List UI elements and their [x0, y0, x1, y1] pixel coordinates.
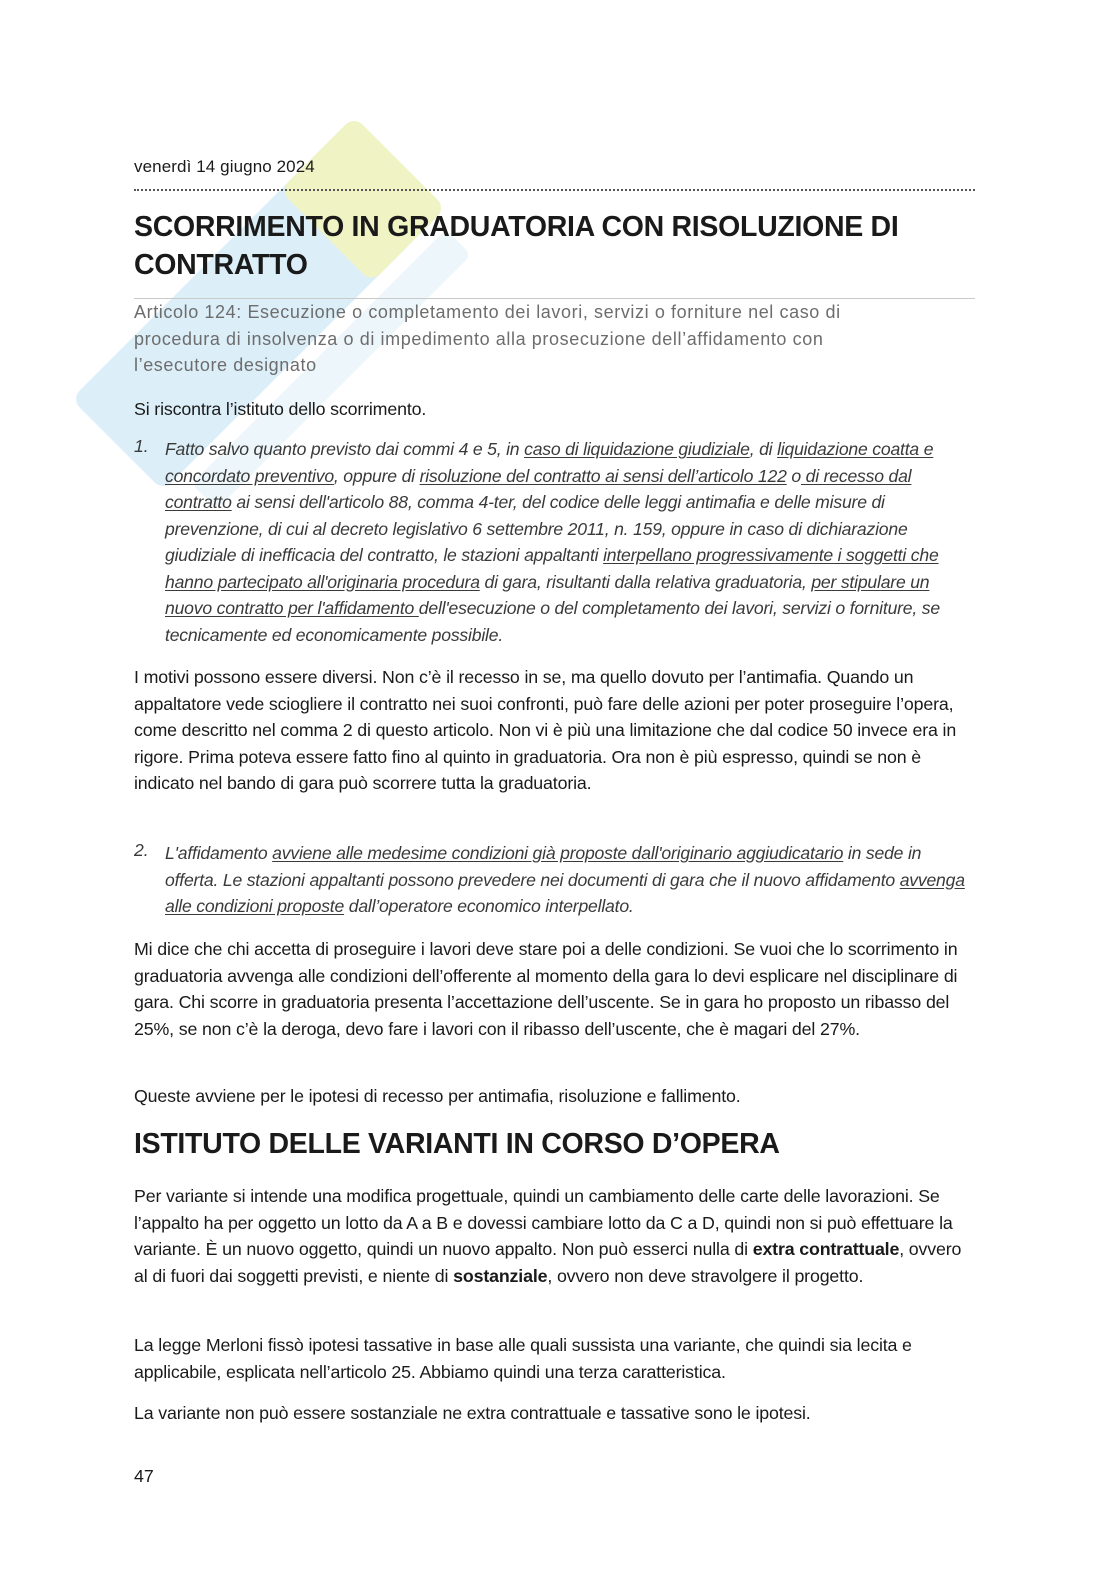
list-item-text: L'affidamento avviene alle medesime condizioni già proposte dall'originario aggiudicatario in sede in offerta. Le stazioni appaltanti possono prevedere nei documenti di gara che il nuovo affidamento avvenga alle condizioni proposte dall’operatore economico interpellato.	[165, 843, 965, 916]
subtitle-line-3: l’esecutore designato	[134, 355, 317, 375]
page-title	[134, 208, 975, 284]
article-subtitle	[134, 299, 975, 379]
list-item-text: Fatto salvo quanto previsto dai commi 4 e 5, in caso di liquidazione giudiziale, di liquidazione coatta e concordato preventivo, oppure di risoluzione del contratto ai sensi dell’articolo 122 o di recesso dal contratto ai sensi dell'articolo 88, comma 4-ter, del codice delle leggi antimafia e delle misure di prevenzione, di cui al decreto legislativo 6 settembre 2011, n. 159, oppure in caso di dichiarazione giudiziale di inefficacia del contratto, le stazioni appaltanti interpellano progressivamente i soggetti che hanno partecipato all'originaria procedura di gara, risultanti dalla relativa graduatoria, per stipulare un nuovo contratto per l'affidamento dell'esecuzione o del completamento dei lavori, servizi o forniture, se tecnicamente ed economicamente possibile.	[165, 439, 940, 645]
title-line-2: CONTRATTO	[134, 249, 308, 281]
page-number: 47	[134, 1466, 154, 1486]
subtitle-line-1: Articolo 124: Esecuzione o completamento dei lavori, servizi o forniture nel caso di	[134, 302, 841, 322]
variante-paragraph: Per variante si intende una modifica progettuale, quindi un cambiamento delle carte delle lavorazioni. Se l’appalto ha per oggetto un lotto da A a B e dovessi cambiare lotto da C a D, quindi non si può effettuare la variante. È un nuovo oggetto, quindi un nuovo appalto. Non può esserci nulla di extra contrattuale, ovvero al di fuori dai soggetti previsti, e niente di sostanziale, ovvero non deve stravolgere il progetto.	[134, 1186, 962, 1286]
title-line-1: SCORRIMENTO IN GRADUATORIA CON RISOLUZIONE DI	[134, 211, 899, 243]
list-number: 2.	[134, 840, 149, 860]
list-number: 1.	[134, 436, 149, 456]
merloni-paragraph: La legge Merloni fissò ipotesi tassative in base alle quali sussista una variante, che quindi sia lecita e applicabile, esplicata nell’articolo 25. Abbiamo quindi una terza caratteristica.	[134, 1335, 912, 1382]
intro-paragraph: Si riscontra l’istituto dello scorrimento.	[134, 399, 427, 419]
page-date: venerdì 14 giugno 2024	[134, 157, 315, 176]
section-heading-varianti: ISTITUTO DELLE VARIANTI IN CORSO D’OPERA	[134, 1128, 780, 1160]
dotted-divider	[134, 189, 975, 191]
subtitle-line-2: procedura di insolvenza o di impedimento alla prosecuzione dell’affidamento con	[134, 328, 824, 349]
motivi-paragraph: I motivi possono essere diversi. Non c’è il recesso in se, ma quello dovuto per l’antimafia. Quando un appaltatore vede sciogliere il contratto nei suoi confronti, può fare delle azioni per poter proseguire l’opera, come descritto nel comma 2 di questo articolo. Non vi è più una limitazione che dal codice 50 invece era in rigore. Prima poteva essere fatto fino al quinto in graduatoria. Ora non è più espresso, quindi se non è indicato nel bando di gara può scorrere tutta la graduatoria.	[134, 667, 957, 793]
list-item-2	[134, 840, 975, 920]
ipotesi-paragraph: Queste avviene per le ipotesi di recesso per antimafia, risoluzione e fallimento.	[134, 1086, 741, 1106]
final-paragraph: La variante non può essere sostanziale ne extra contrattuale e tassative sono le ipotesi.	[134, 1403, 811, 1423]
condizioni-paragraph: Mi dice che chi accetta di proseguire i lavori deve stare poi a delle condizioni. Se vuoi che lo scorrimento in graduatoria avvenga alle condizioni dell’offerente al momento della gara lo devi esplicare nel disciplinare di gara. Chi scorre in graduatoria presenta l’accettazione dell’uscente. Se in gara ho proposto un ribasso del 25%, se non c’è la deroga, devo fare i lavori con il ribasso dell’uscente, che è magari del 27%.	[134, 939, 958, 1039]
list-item-1	[134, 436, 975, 648]
